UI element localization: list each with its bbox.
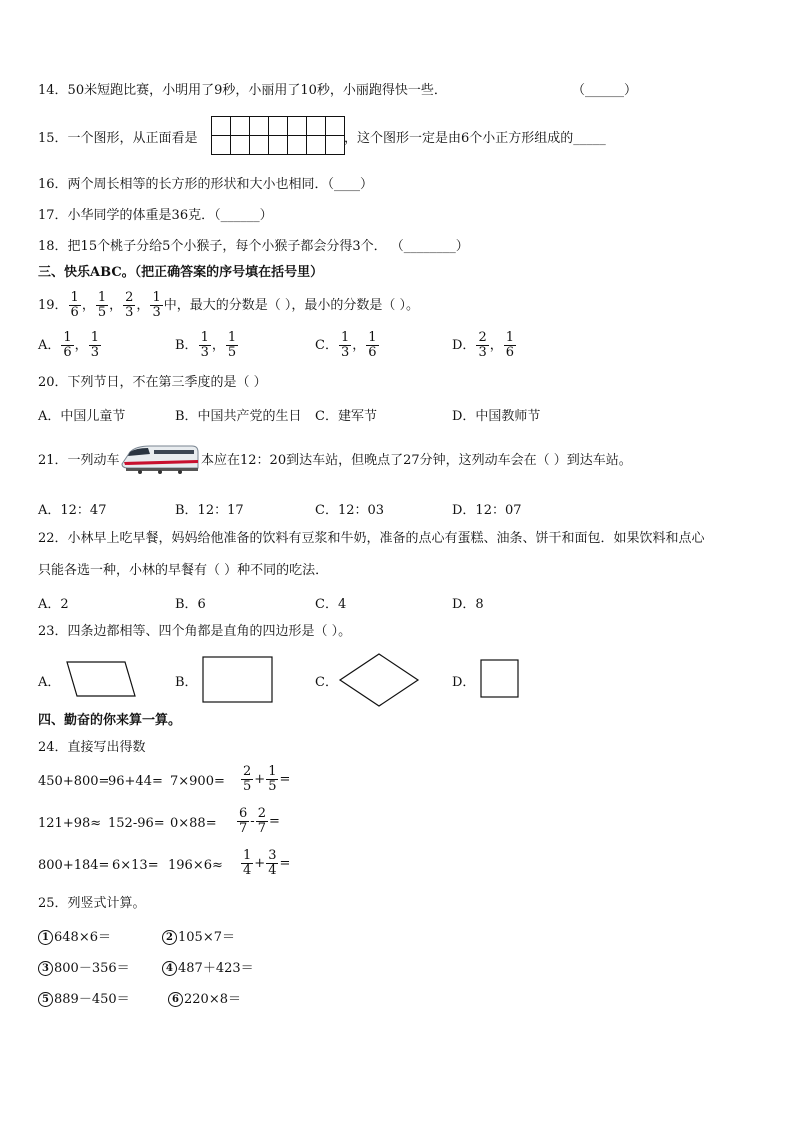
front-view-grid: [211, 116, 345, 155]
fraction: $\frac{1}{6}$: [70, 290, 79, 320]
option-a[interactable]: A．12：47: [38, 503, 107, 518]
circled-number: 3: [38, 961, 53, 976]
question-25-title: 25．列竖式计算。: [38, 896, 146, 911]
fraction: $\frac{1}{3}$: [152, 290, 161, 320]
question-18: 18．把15个桃子分给5个小猴子，每个小猴子都会分得3个． （________）: [38, 239, 469, 254]
option-a[interactable]: A． $\frac{1}{6}$ ， $\frac{1}{3}$: [38, 330, 99, 360]
calc-item: 196×6≈: [168, 858, 223, 873]
calc-item: 800+184=: [38, 858, 110, 873]
parallelogram-shape: [65, 660, 137, 698]
option-b[interactable]: B．中国共产党的生日: [175, 409, 302, 424]
vertical-calc-item: 1 648×6＝: [38, 926, 111, 945]
question-21-prefix: 21．一列动车: [38, 453, 120, 468]
circled-number: 1: [38, 930, 53, 945]
option-c[interactable]: C．: [315, 675, 338, 690]
question-22-line2: 只能各选一种，小林的早餐有（ ）种不同的吃法．: [38, 563, 329, 578]
vertical-calc-item: 2 105×7＝: [162, 926, 235, 945]
fraction: $\frac{1}{5}$: [97, 290, 107, 320]
option-c[interactable]: C．建军节: [315, 409, 377, 424]
fraction: $\frac{2}{3}$: [125, 290, 134, 320]
option-c[interactable]: C．12：03: [315, 503, 385, 518]
calc-item: 7×900=: [170, 774, 225, 789]
calc-item: 450+800=: [38, 774, 110, 789]
calc-item: 6×13=: [112, 858, 159, 873]
option-d[interactable]: D．中国教师节: [452, 409, 541, 424]
vertical-calc-item: 3 800－356＝: [38, 957, 130, 976]
circled-number: 2: [162, 930, 177, 945]
fraction-expression: $\frac{6}{7}$ - $\frac{2}{7}$ =: [239, 806, 280, 836]
question-19-number: 19．: [38, 298, 68, 313]
calc-item: 96+44=: [108, 774, 163, 789]
option-b[interactable]: B．: [175, 675, 198, 690]
circled-number: 4: [162, 961, 177, 976]
option-d[interactable]: D．12：07: [452, 503, 522, 518]
question-16: 16．两个周长相等的长方形的形状和大小也相同．（____）: [38, 177, 374, 192]
option-a[interactable]: A．2: [38, 597, 69, 612]
rhombus-shape: [338, 652, 420, 708]
section-4-title: 四、勤奋的你来算一算。: [38, 713, 182, 728]
option-c[interactable]: C． $\frac{1}{3}$ ， $\frac{1}{6}$: [315, 330, 377, 360]
option-a[interactable]: A．: [38, 675, 61, 690]
section-3-title: 三、快乐ABC。（把正确答案的序号填在括号里）: [38, 265, 324, 280]
vertical-calc-item: 5 889－450＝: [38, 988, 130, 1007]
option-d[interactable]: D． $\frac{2}{3}$ ， $\frac{1}{6}$: [452, 330, 515, 360]
option-a[interactable]: A．中国儿童节: [38, 409, 126, 424]
option-b[interactable]: B． $\frac{1}{3}$ ， $\frac{1}{5}$: [175, 330, 237, 360]
question-21-text: 本应在12：20到达车站，但晚点了27分钟，这列动车会在（ ）到达车站。: [201, 453, 632, 468]
option-d[interactable]: D．: [452, 675, 476, 690]
question-24-title: 24．直接写出得数: [38, 740, 146, 755]
option-c[interactable]: C．4: [315, 597, 347, 612]
bullet-train-icon: [120, 440, 200, 476]
option-d[interactable]: D．8: [452, 597, 484, 612]
circled-number: 5: [38, 992, 53, 1007]
question-17: 17．小华同学的体重是36克．（______）: [38, 208, 273, 223]
fraction-expression: $\frac{1}{4}$ + $\frac{3}{4}$ =: [243, 848, 291, 878]
question-20: 20．下列节日，不在第三季度的是（ ）: [38, 375, 267, 390]
option-b[interactable]: B．6: [175, 597, 206, 612]
question-19: 19． $\frac{1}{6}$ ， $\frac{1}{5}$ ， $\frac{2}{3}$ ， $\frac{1}{3}$ 中，最大的分数是（ ），最小的分数是（ ）。: [38, 290, 419, 320]
calc-item: 0×88=: [170, 816, 217, 831]
option-b[interactable]: B．12：17: [175, 503, 244, 518]
question-14-answer-blank[interactable]: （______）: [572, 83, 638, 98]
calc-item: 121+98≈: [38, 816, 102, 831]
question-22-line1: 22．小林早上吃早餐，妈妈给他准备的饮料有豆浆和牛奶，准备的点心有蛋糕、油条、饼干和面包．如果饮料和点心: [38, 531, 705, 546]
vertical-calc-item: 6 220×8＝: [168, 988, 241, 1007]
question-14-text: 14．50米短跑比赛，小明用了9秒，小丽用了10秒，小丽跑得快一些．: [38, 83, 447, 98]
calc-item: 152-96=: [108, 816, 165, 831]
circled-number: 6: [168, 992, 183, 1007]
fraction-expression: $\frac{2}{5}$ + $\frac{1}{5}$ =: [243, 764, 291, 794]
question-15-prefix: 15．一个图形，从正面看是: [38, 131, 198, 146]
question-14: [38, 82, 447, 100]
rectangle-shape: [202, 656, 274, 704]
question-15-suffix: ，这个图形一定是由6个小正方形组成的_____: [344, 131, 606, 146]
question-23: 23．四条边都相等、四个角都是直角的四边形是（ ）。: [38, 624, 352, 639]
square-shape: [480, 659, 520, 699]
vertical-calc-item: 4 487＋423＝: [162, 957, 254, 976]
question-19-text: 中，最大的分数是（ ），最小的分数是（ ）。: [163, 298, 419, 313]
